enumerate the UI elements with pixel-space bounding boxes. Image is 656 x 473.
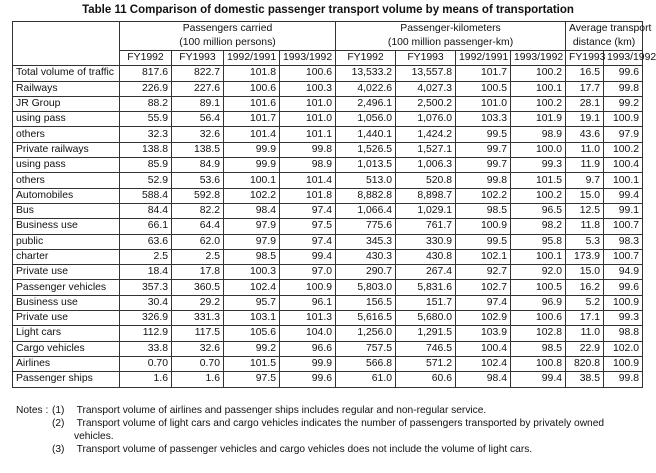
- table-cell: 156.5: [336, 295, 396, 310]
- table-cell: 100.4: [456, 341, 511, 356]
- table-cell: 360.5: [172, 280, 224, 295]
- group-header-passengers: [120, 22, 336, 51]
- table-cell: 32.6: [172, 341, 224, 356]
- table-cell: 1,006.3: [396, 158, 456, 173]
- table-cell: 99.5: [456, 127, 511, 142]
- table-cell: 138.5: [172, 142, 224, 157]
- table-cell: 99.9: [224, 158, 280, 173]
- table-cell: 22.9: [566, 341, 604, 356]
- table-cell: 97.9: [224, 234, 280, 249]
- row-label: Total volume of traffic: [13, 66, 120, 81]
- table-cell: 32.6: [172, 127, 224, 142]
- table-cell: 16.2: [566, 280, 604, 295]
- row-label: others: [13, 173, 120, 188]
- table-cell: 101.9: [511, 112, 566, 127]
- table-cell: 5,803.0: [336, 280, 396, 295]
- table-cell: 84.4: [120, 203, 172, 218]
- group-header-avg-distance: [566, 22, 652, 51]
- table-row: [13, 66, 643, 81]
- table-cell: 98.8: [604, 326, 643, 341]
- table-cell: 101.4: [280, 173, 336, 188]
- table-row: [13, 219, 643, 234]
- table-cell: 1,424.2: [396, 127, 456, 142]
- table-cell: 1,291.5: [396, 326, 456, 341]
- table-cell: 101.3: [280, 311, 336, 326]
- table-cell: 326.9: [120, 311, 172, 326]
- table-cell: 1,440.1: [336, 127, 396, 142]
- table-cell: 99.3: [604, 311, 643, 326]
- table-cell: 101.4: [224, 127, 280, 142]
- table-cell: 98.5: [511, 341, 566, 356]
- table-cell: 2,500.2: [396, 96, 456, 111]
- table-cell: 817.6: [120, 66, 172, 81]
- table-cell: 104.0: [280, 326, 336, 341]
- table-row: [13, 81, 643, 96]
- table-row: [13, 158, 643, 173]
- table-cell: 100.1: [224, 173, 280, 188]
- table-cell: 746.5: [396, 341, 456, 356]
- table-cell: 99.5: [456, 234, 511, 249]
- table-cell: 1,056.0: [336, 112, 396, 127]
- table-cell: 64.4: [172, 219, 224, 234]
- row-label-header: [13, 22, 120, 66]
- table-cell: 97.9: [224, 219, 280, 234]
- table-cell: 15.0: [566, 265, 604, 280]
- transport-volume-table: [12, 21, 656, 388]
- table-cell: 102.4: [224, 280, 280, 295]
- table-cell: 100.2: [511, 66, 566, 81]
- table-cell: 1.6: [120, 372, 172, 387]
- table-cell: 101.5: [224, 356, 280, 371]
- table-cell: 571.2: [396, 356, 456, 371]
- table-cell: 103.9: [456, 326, 511, 341]
- table-cell: 17.8: [172, 265, 224, 280]
- row-label: Private railways: [13, 142, 120, 157]
- table-cell: 55.9: [120, 112, 172, 127]
- table-cell: 102.9: [456, 311, 511, 326]
- row-label: using pass: [13, 112, 120, 127]
- table-cell: 99.4: [280, 249, 336, 264]
- table-row: [13, 173, 643, 188]
- subheader-cell: 1993/1992: [511, 51, 566, 66]
- table-cell: 102.0: [604, 341, 643, 356]
- table-cell: 43.6: [566, 127, 604, 142]
- table-cell: 18.4: [120, 265, 172, 280]
- table-row: [13, 372, 643, 387]
- table-cell: 102.2: [224, 188, 280, 203]
- table-cell: 96.5: [511, 203, 566, 218]
- table-cell: 1,013.5: [336, 158, 396, 173]
- table-cell: 98.4: [456, 372, 511, 387]
- table-cell: 98.4: [224, 203, 280, 218]
- table-cell: 99.7: [456, 158, 511, 173]
- row-label: Business use: [13, 219, 120, 234]
- table-cell: 0.70: [120, 356, 172, 371]
- note-text: Transport volume of airlines and passenger ships includes regular and non-regular service.: [76, 405, 487, 416]
- table-cell: 1.6: [172, 372, 224, 387]
- table-cell: 100.7: [604, 249, 643, 264]
- table-cell: 66.1: [120, 219, 172, 234]
- table-cell: 97.5: [224, 372, 280, 387]
- table-cell: 92.0: [511, 265, 566, 280]
- group-header-passenger-km: [336, 22, 566, 51]
- group-header-line1: Average transport: [569, 23, 652, 34]
- row-label: Private use: [13, 265, 120, 280]
- table-row: [13, 280, 643, 295]
- table-cell: 100.7: [604, 219, 643, 234]
- table-cell: 98.9: [280, 158, 336, 173]
- table-cell: 11.0: [566, 142, 604, 157]
- table-cell: 1,076.0: [396, 112, 456, 127]
- row-label: Private use: [13, 311, 120, 326]
- table-cell: 60.6: [396, 372, 456, 387]
- table-cell: 112.9: [120, 326, 172, 341]
- table-cell: 2,496.1: [336, 96, 396, 111]
- table-cell: 4,022.6: [336, 81, 396, 96]
- subheader-cell: FY1993: [566, 51, 604, 66]
- table-cell: 98.5: [456, 203, 511, 218]
- table-cell: 101.8: [280, 188, 336, 203]
- table-cell: 97.4: [280, 234, 336, 249]
- note-number: (2): [52, 418, 65, 429]
- table-cell: 430.3: [336, 249, 396, 264]
- table-cell: 100.4: [604, 158, 643, 173]
- table-cell: 117.5: [172, 326, 224, 341]
- table-cell: 227.6: [172, 81, 224, 96]
- table-cell: 82.2: [172, 203, 224, 218]
- table-cell: 102.4: [456, 356, 511, 371]
- table-cell: 19.1: [566, 112, 604, 127]
- row-label: Light cars: [13, 326, 120, 341]
- table-cell: 138.8: [120, 142, 172, 157]
- table-cell: 11.9: [566, 158, 604, 173]
- table-cell: 16.5: [566, 66, 604, 81]
- table-cell: 520.8: [396, 173, 456, 188]
- table-cell: 13,557.8: [396, 66, 456, 81]
- table-cell: 101.5: [511, 173, 566, 188]
- note-number: (3): [52, 444, 65, 455]
- table-cell: 92.7: [456, 265, 511, 280]
- table-row: [13, 249, 643, 264]
- table-cell: 99.8: [280, 142, 336, 157]
- table-cell: 101.6: [224, 96, 280, 111]
- table-cell: 331.3: [172, 311, 224, 326]
- table-cell: 100.3: [224, 265, 280, 280]
- table-row: [13, 234, 643, 249]
- table-cell: 100.6: [511, 311, 566, 326]
- table-cell: 103.3: [456, 112, 511, 127]
- table-cell: 85.9: [120, 158, 172, 173]
- table-row: [13, 311, 643, 326]
- table-title: Table 11 Comparison of domestic passenger transport volume by means of transportation: [82, 4, 574, 16]
- table-cell: 61.0: [336, 372, 396, 387]
- subheader-cell: FY1993: [396, 51, 456, 66]
- table-cell: 100.2: [511, 188, 566, 203]
- table-cell: 30.4: [120, 295, 172, 310]
- table-cell: 95.8: [511, 234, 566, 249]
- table-cell: 98.5: [224, 249, 280, 264]
- table-cell: 5,680.0: [396, 311, 456, 326]
- table-cell: 101.0: [456, 96, 511, 111]
- table-cell: 100.8: [511, 356, 566, 371]
- table-cell: 29.2: [172, 295, 224, 310]
- table-cell: 100.2: [604, 142, 643, 157]
- table-cell: 99.8: [456, 173, 511, 188]
- subheader-cell: 1993/1992: [280, 51, 336, 66]
- row-label: Passenger vehicles: [13, 280, 120, 295]
- table-cell: 100.6: [280, 66, 336, 81]
- group-header-line2: (100 million passenger-km): [387, 37, 514, 48]
- table-cell: 100.2: [511, 96, 566, 111]
- row-label: Business use: [13, 295, 120, 310]
- table-cell: 97.4: [280, 203, 336, 218]
- table-cell: 100.9: [604, 112, 643, 127]
- subheader-cell: FY1992: [120, 51, 172, 66]
- table-cell: 56.4: [172, 112, 224, 127]
- group-header-line1: Passengers carried: [182, 23, 273, 34]
- note-number: (1): [52, 405, 65, 416]
- table-cell: 98.2: [511, 219, 566, 234]
- table-cell: 97.9: [604, 127, 643, 142]
- table-cell: 99.8: [604, 372, 643, 387]
- group-header-row: [13, 22, 643, 51]
- group-header-line1: Passenger-kilometers: [400, 23, 501, 34]
- table-cell: 5.2: [566, 295, 604, 310]
- row-label: public: [13, 234, 120, 249]
- table-cell: 98.3: [604, 234, 643, 249]
- table-cell: 173.9: [566, 249, 604, 264]
- table-cell: 430.8: [396, 249, 456, 264]
- table-cell: 566.8: [336, 356, 396, 371]
- table-cell: 100.1: [511, 249, 566, 264]
- table-cell: 822.7: [172, 66, 224, 81]
- table-cell: 100.5: [456, 81, 511, 96]
- table-cell: 94.9: [604, 265, 643, 280]
- table-cell: 15.0: [566, 188, 604, 203]
- table-cell: 100.1: [604, 173, 643, 188]
- table-cell: 32.3: [120, 127, 172, 142]
- table-row: [13, 341, 643, 356]
- table-cell: 96.6: [280, 341, 336, 356]
- table-body: [13, 66, 643, 387]
- table-row: [13, 356, 643, 371]
- row-label: JR Group: [13, 96, 120, 111]
- table-cell: 226.9: [120, 81, 172, 96]
- table-cell: 105.6: [224, 326, 280, 341]
- table-cell: 62.0: [172, 234, 224, 249]
- table-cell: 102.2: [456, 188, 511, 203]
- table-cell: 1,527.1: [396, 142, 456, 157]
- subheader-cell: FY1992: [336, 51, 396, 66]
- table-cell: 0.70: [172, 356, 224, 371]
- table-cell: 775.6: [336, 219, 396, 234]
- subheader-cell: 1992/1991: [456, 51, 511, 66]
- table-cell: 330.9: [396, 234, 456, 249]
- table-cell: 101.7: [456, 66, 511, 81]
- row-label: Airlines: [13, 356, 120, 371]
- table-cell: 99.4: [511, 372, 566, 387]
- table-cell: 100.3: [280, 81, 336, 96]
- table-row: [13, 96, 643, 111]
- row-label: Bus: [13, 203, 120, 218]
- table-row: [13, 265, 643, 280]
- table-cell: 95.7: [224, 295, 280, 310]
- table-cell: 100.9: [280, 280, 336, 295]
- table-cell: 1,256.0: [336, 326, 396, 341]
- table-row: [13, 142, 643, 157]
- table-cell: 101.8: [224, 66, 280, 81]
- table-cell: 99.8: [604, 81, 643, 96]
- table-cell: 11.0: [566, 326, 604, 341]
- table-row: [13, 127, 643, 142]
- subheader-cell: 1992/1991: [224, 51, 280, 66]
- table-cell: 101.0: [280, 96, 336, 111]
- table-cell: 103.1: [224, 311, 280, 326]
- table-cell: 1,526.5: [336, 142, 396, 157]
- table-cell: 38.5: [566, 372, 604, 387]
- table-cell: 2.5: [120, 249, 172, 264]
- table-cell: 588.4: [120, 188, 172, 203]
- table-cell: 98.9: [511, 127, 566, 142]
- table-cell: 53.6: [172, 173, 224, 188]
- table-cell: 99.4: [604, 188, 643, 203]
- note-item: [16, 443, 646, 456]
- table-row: [13, 112, 643, 127]
- note-continuation: vehicles.: [74, 431, 114, 442]
- table-cell: 99.3: [511, 158, 566, 173]
- table-cell: 33.8: [120, 341, 172, 356]
- table-cell: 99.1: [604, 203, 643, 218]
- note-item: [16, 417, 646, 430]
- table-cell: 88.2: [120, 96, 172, 111]
- table-row: [13, 295, 643, 310]
- table-cell: 99.2: [604, 96, 643, 111]
- note-item: [16, 404, 646, 417]
- row-label: others: [13, 127, 120, 142]
- notes-heading: Notes :: [16, 405, 49, 416]
- table-row: [13, 188, 643, 203]
- table-cell: 267.4: [396, 265, 456, 280]
- table-cell: 9.7: [566, 173, 604, 188]
- row-label: charter: [13, 249, 120, 264]
- table-cell: 2.5: [172, 249, 224, 264]
- table-cell: 513.0: [336, 173, 396, 188]
- table-cell: 97.5: [280, 219, 336, 234]
- table-cell: 17.7: [566, 81, 604, 96]
- table-cell: 17.1: [566, 311, 604, 326]
- table-cell: 4,027.3: [396, 81, 456, 96]
- table-cell: 8,898.7: [396, 188, 456, 203]
- table-cell: 52.9: [120, 173, 172, 188]
- subheader-cell: 1993/1992: [604, 51, 643, 66]
- note-text: Transport volume of light cars and cargo vehicles indicates the number of passengers transported by privately owned: [76, 418, 605, 429]
- note-text: Transport volume of passenger vehicles and cargo vehicles does not include the volume of light cars.: [76, 444, 533, 455]
- table-cell: 100.1: [511, 81, 566, 96]
- table-cell: 84.9: [172, 158, 224, 173]
- table-cell: 99.6: [280, 372, 336, 387]
- notes: [16, 404, 646, 456]
- table-cell: 1,066.4: [336, 203, 396, 218]
- table-cell: 99.7: [456, 142, 511, 157]
- row-label: using pass: [13, 158, 120, 173]
- row-label: Railways: [13, 81, 120, 96]
- table-row: [13, 203, 643, 218]
- row-label: Automobiles: [13, 188, 120, 203]
- subheader-cell: FY1993: [172, 51, 224, 66]
- table-cell: 97.4: [456, 295, 511, 310]
- table-row: [13, 326, 643, 341]
- table-cell: 1,029.1: [396, 203, 456, 218]
- table-cell: 5,616.5: [336, 311, 396, 326]
- table-cell: 96.9: [511, 295, 566, 310]
- table-cell: 96.1: [280, 295, 336, 310]
- table-cell: 5,831.6: [396, 280, 456, 295]
- table-cell: 101.0: [280, 112, 336, 127]
- table-cell: 592.8: [172, 188, 224, 203]
- row-label: Passenger ships: [13, 372, 120, 387]
- table-cell: 820.8: [566, 356, 604, 371]
- table-cell: 101.1: [280, 127, 336, 142]
- table-cell: 151.7: [396, 295, 456, 310]
- table-cell: 102.1: [456, 249, 511, 264]
- table-cell: 100.9: [604, 356, 643, 371]
- table-cell: 357.3: [120, 280, 172, 295]
- table-cell: 345.3: [336, 234, 396, 249]
- table-cell: 102.7: [456, 280, 511, 295]
- table-cell: 99.9: [280, 356, 336, 371]
- table-cell: 102.8: [511, 326, 566, 341]
- table-cell: 5.3: [566, 234, 604, 249]
- table-cell: 99.2: [224, 341, 280, 356]
- table-cell: 11.8: [566, 219, 604, 234]
- table-cell: 97.0: [280, 265, 336, 280]
- table-cell: 100.9: [604, 295, 643, 310]
- table-cell: 100.9: [456, 219, 511, 234]
- table-cell: 100.0: [511, 142, 566, 157]
- table-cell: 757.5: [336, 341, 396, 356]
- table-cell: 99.9: [224, 142, 280, 157]
- table-cell: 99.6: [604, 280, 643, 295]
- table-cell: 89.1: [172, 96, 224, 111]
- table-cell: 8,882.8: [336, 188, 396, 203]
- table-cell: 63.6: [120, 234, 172, 249]
- group-header-line2: distance (km): [572, 37, 636, 48]
- table-cell: 28.1: [566, 96, 604, 111]
- table-cell: 100.6: [224, 81, 280, 96]
- table-cell: 761.7: [396, 219, 456, 234]
- row-label: Cargo vehicles: [13, 341, 120, 356]
- group-header-line2: (100 million persons): [179, 37, 276, 48]
- table-cell: 100.5: [511, 280, 566, 295]
- table-cell: 12.5: [566, 203, 604, 218]
- table-cell: 99.6: [604, 66, 643, 81]
- table-cell: 101.7: [224, 112, 280, 127]
- table-cell: 290.7: [336, 265, 396, 280]
- table-cell: 13,533.2: [336, 66, 396, 81]
